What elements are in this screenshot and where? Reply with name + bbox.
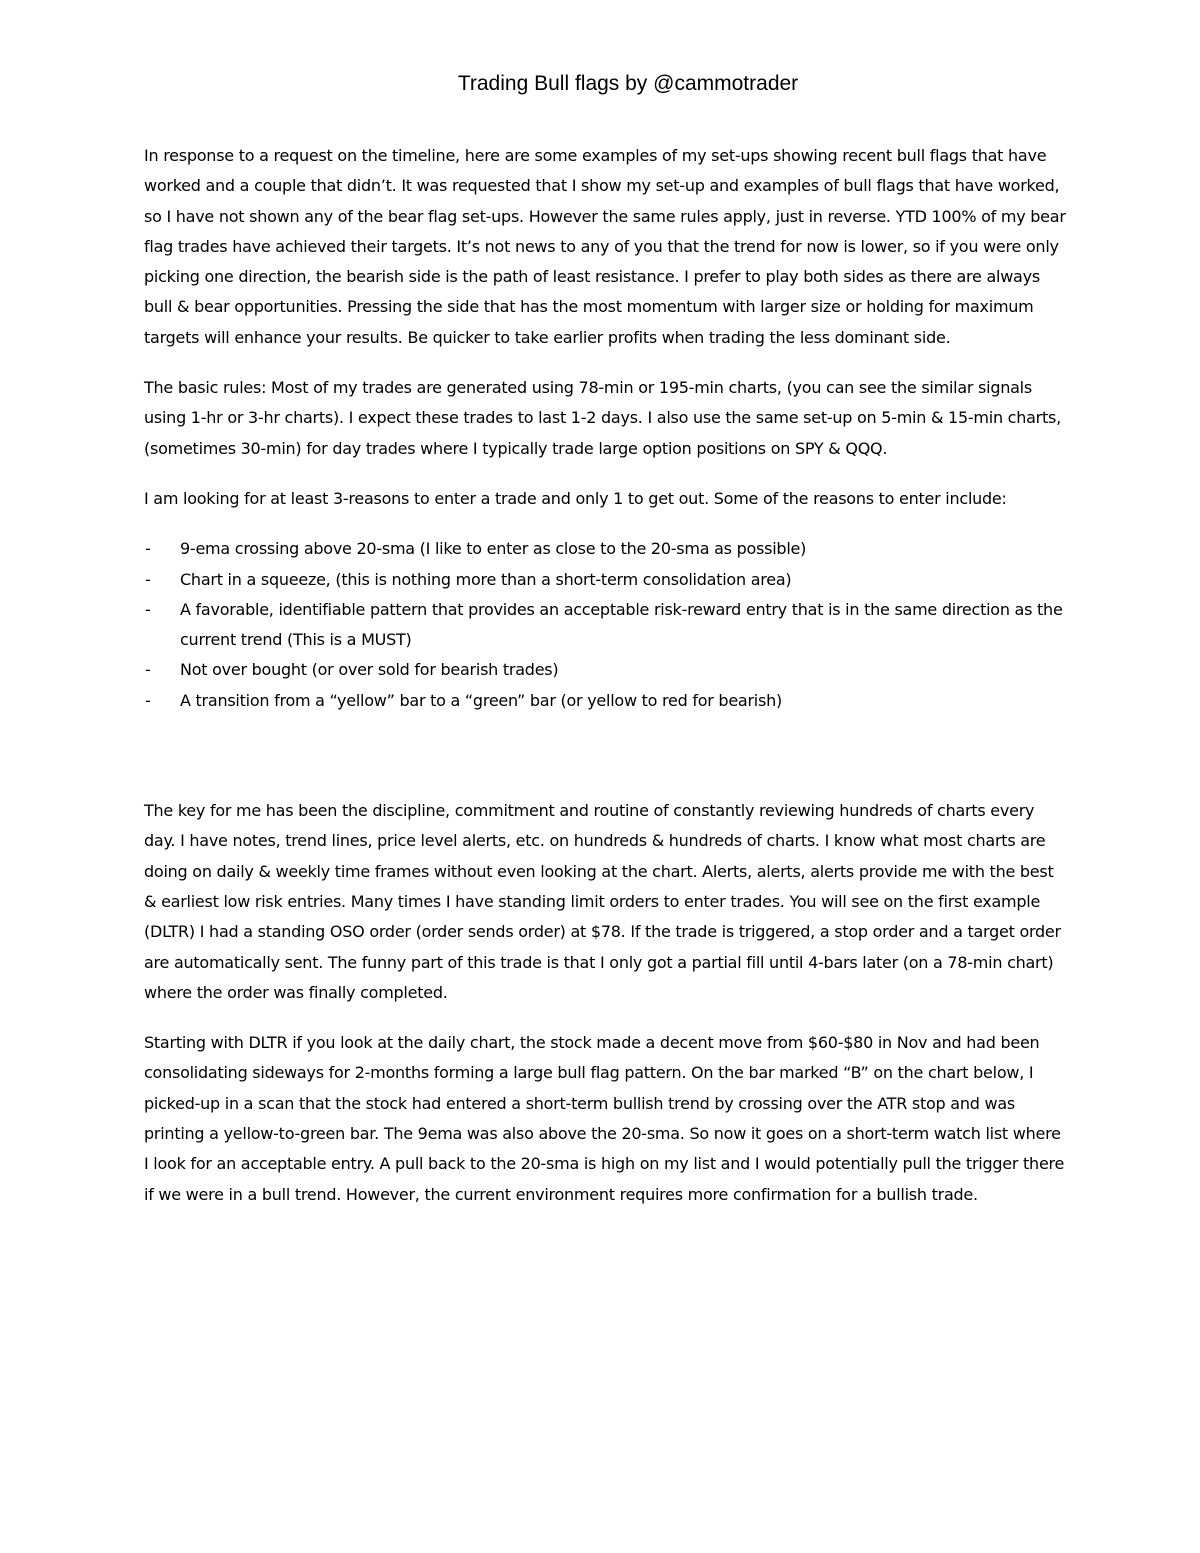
blank-space — [144, 716, 1069, 796]
list-item-text: A transition from a “yellow” bar to a “green” bar (or yellow to red for bearish) — [180, 690, 782, 710]
document-body — [144, 141, 1069, 1230]
bullet-dash: - — [145, 569, 151, 589]
basic-rules-paragraph: The basic rules: Most of my trades are generated using 78-min or 195-min charts, (you can see the similar signals using 1-hr or 3-hr charts). I expect these trades to last 1-2 days. I also use the same set-up on 5-min & 15-min charts, (sometimes 30-min) for day trades where I typically trade large option positions on SPY & QQQ. — [144, 378, 1061, 458]
bullet-dash: - — [145, 660, 151, 680]
list-item — [144, 655, 1069, 685]
document-title: Trading Bull flags by @cammotrader — [457, 72, 799, 95]
bullet-dash: - — [145, 599, 151, 619]
list-item-text: 9-ema crossing above 20-sma (I like to enter as close to the 20-sma as possible) — [180, 539, 807, 559]
entry-reasons-list — [144, 534, 1069, 716]
list-item-text: Chart in a squeeze, (this is nothing more than a short-term consolidation area) — [180, 569, 792, 589]
reasons-paragraph: I am looking for at least 3-reasons to enter a trade and only 1 to get out. Some of the reasons to enter include: — [144, 488, 1007, 508]
list-item — [144, 686, 1069, 716]
list-item — [144, 565, 1069, 595]
dltr-example-paragraph: Starting with DLTR if you look at the daily chart, the stock made a decent move from $60-$80 in Nov and had been consolidating sideways for 2-months forming a large bull flag pattern. On the bar marked “B” on the chart below, I picked-up in a scan that the stock had entered a short-term bullish trend by crossing over the ATR stop and was printing a yellow-to-green bar. The 9ema was also above the 20-sma. So now it goes on a short-term watch list where I look for an acceptable entry. A pull back to the 20-sma is high on my list and I would potentially pull the trigger there if we were in a bull trend. However, the current environment requires more confirmation for a bullish trade. — [144, 1033, 1065, 1204]
bullet-dash: - — [145, 690, 151, 710]
list-item-text: A favorable, identifiable pattern that provides an acceptable risk-reward entry that is in the same direction as the current trend (This is a MUST) — [180, 599, 1063, 650]
list-item — [144, 595, 1069, 656]
bullet-dash: - — [145, 539, 151, 559]
list-item — [144, 534, 1069, 564]
list-item-text: Not over bought (or over sold for bearish trades) — [180, 660, 559, 680]
intro-paragraph: In response to a request on the timeline, here are some examples of my set-ups showing recent bull flags that have worked and a couple that didn’t. It was requested that I show my set-up and examples of bull flags that have worked, so I have not shown any of the bear flag set-ups. However the same rules apply, just in reverse. YTD 100% of my bear flag trades have achieved their targets. It’s not news to any of you that the trend for now is lower, so if you were only picking one direction, the bearish side is the path of least resistance. I prefer to play both sides as there are always bull & bear opportunities. Pressing the side that has the most momentum with larger size or holding for maximum targets will enhance your results. Be quicker to take earlier profits when trading the less dominant side. — [144, 146, 1066, 347]
discipline-paragraph: The key for me has been the discipline, commitment and routine of constantly reviewing hundreds of charts every day. I have notes, trend lines, price level alerts, etc. on hundreds & hundreds of charts. I know what most charts are doing on daily & weekly time frames without even looking at the chart. Alerts, alerts, alerts provide me with the best & earliest low risk entries. Many times I have standing limit orders to enter trades. You will see on the first example (DLTR) I had a standing OSO order (order sends order) at $78. If the trade is triggered, a stop order and a target order are automatically sent. The funny part of this trade is that I only got a partial fill until 4-bars later (on a 78-min chart) where the order was finally completed. — [144, 801, 1061, 1002]
